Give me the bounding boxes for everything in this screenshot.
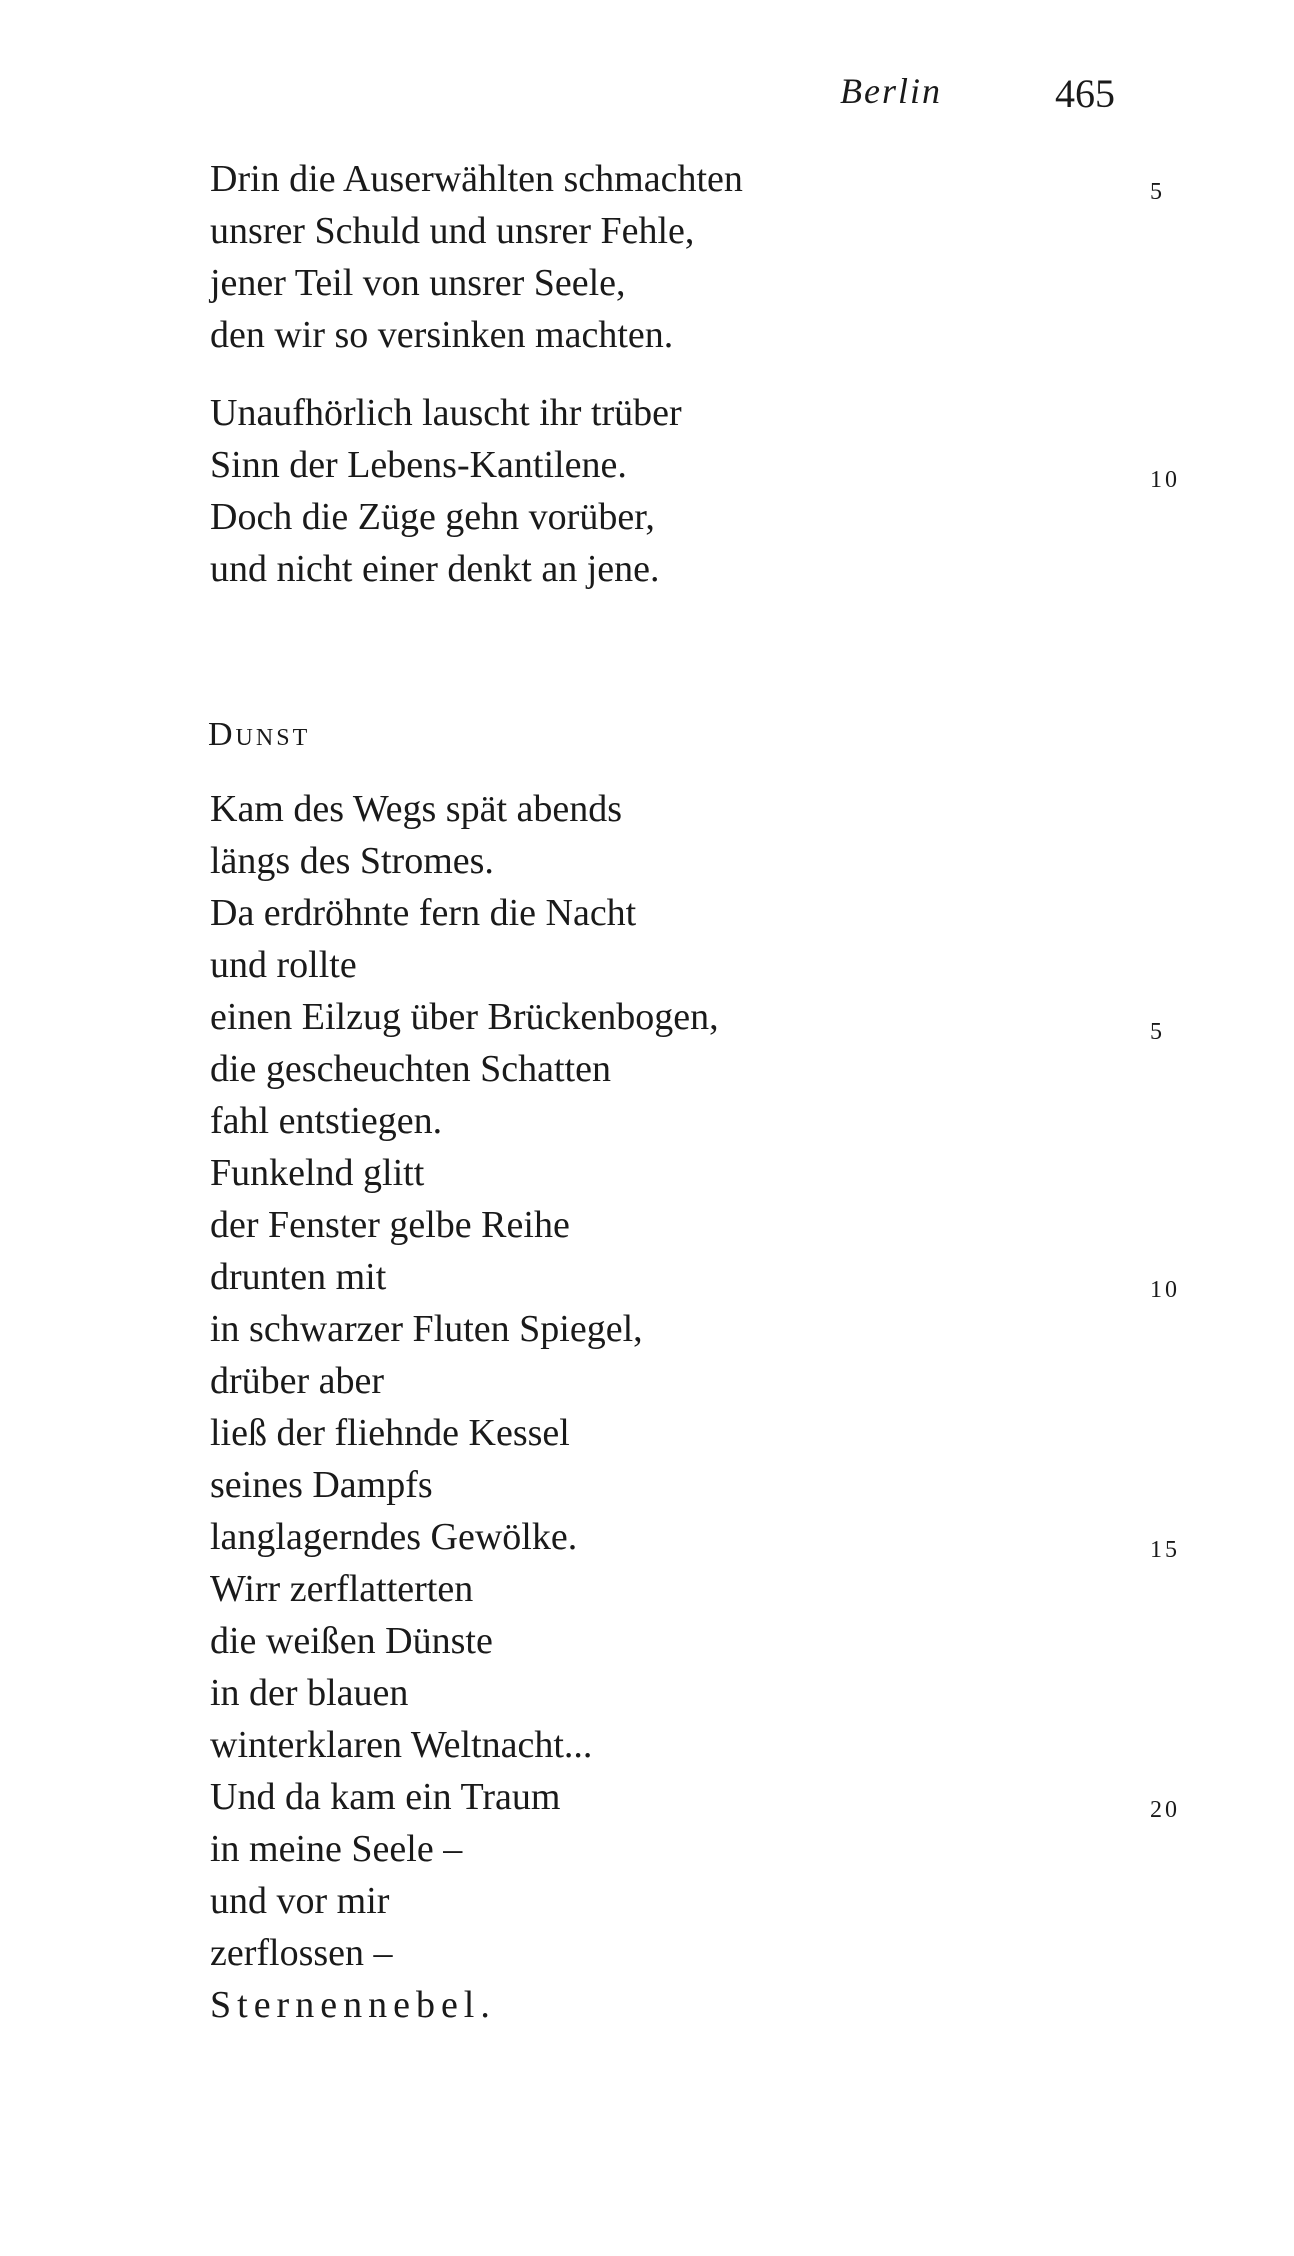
verse-line: und vor mir <box>210 1880 390 1922</box>
line-number: 5 <box>1150 179 1165 205</box>
verse-line: der Fenster gelbe Reihe <box>210 1204 570 1246</box>
verse-line: in schwarzer Fluten Spiegel, <box>210 1308 643 1350</box>
verse-line: die gescheuchten Schatten <box>210 1048 611 1090</box>
verse-line: in der blauen <box>210 1672 409 1714</box>
verse-line: Und da kam ein Traum <box>210 1776 561 1818</box>
verse-line: ließ der fliehnde Kessel <box>210 1412 570 1454</box>
verse-line: die weißen Dünste <box>210 1620 493 1662</box>
verse-line: Da erdröhnte fern die Nacht <box>210 892 637 934</box>
verse-line: Sternennebel. <box>210 1984 496 2026</box>
verse-line: drunten mit <box>210 1256 387 1298</box>
line-number: 5 <box>1150 1019 1165 1045</box>
verse-line: Kam des Wegs spät abends <box>210 788 623 830</box>
verse-line: drüber aber <box>210 1360 385 1402</box>
verse-line: Unaufhörlich lauscht ihr trüber <box>210 392 682 434</box>
poem-title: Dunst <box>208 716 311 753</box>
verse-line: einen Eilzug über Brückenbogen, <box>210 996 719 1038</box>
verse-line: Wirr zerflatterten <box>210 1568 474 1610</box>
verse-line: Sinn der Lebens-Kantilene. <box>210 444 627 486</box>
verse-line: seines Dampfs <box>210 1464 433 1506</box>
line-number: 10 <box>1150 1277 1180 1303</box>
verse-line: jener Teil von unsrer Seele, <box>210 262 626 304</box>
running-title: Berlin <box>840 71 942 111</box>
verse-line: unsrer Schuld und unsrer Fehle, <box>210 210 695 252</box>
verse-line: winterklaren Weltnacht... <box>210 1724 593 1766</box>
verse-line: Doch die Züge gehn vorüber, <box>210 496 655 538</box>
verse-line: und nicht einer denkt an jene. <box>210 548 660 590</box>
line-number: 15 <box>1150 1537 1180 1563</box>
verse-line: langlagerndes Gewölke. <box>210 1516 578 1558</box>
verse-line: fahl entstiegen. <box>210 1100 443 1142</box>
verse-line: längs des Stromes. <box>210 840 494 882</box>
verse-line: den wir so versinken machten. <box>210 314 674 356</box>
page-number: 465 <box>1055 71 1115 116</box>
verse-line: zerflossen – <box>210 1932 393 1974</box>
verse-line: Drin die Auserwählten schmachten <box>210 158 743 200</box>
verse-line: in meine Seele – <box>210 1828 463 1870</box>
verse-line: und rollte <box>210 944 357 986</box>
running-head <box>0 70 1294 130</box>
verse-line: Funkelnd glitt <box>210 1152 425 1194</box>
line-number: 10 <box>1150 467 1180 493</box>
line-number: 20 <box>1150 1797 1180 1823</box>
